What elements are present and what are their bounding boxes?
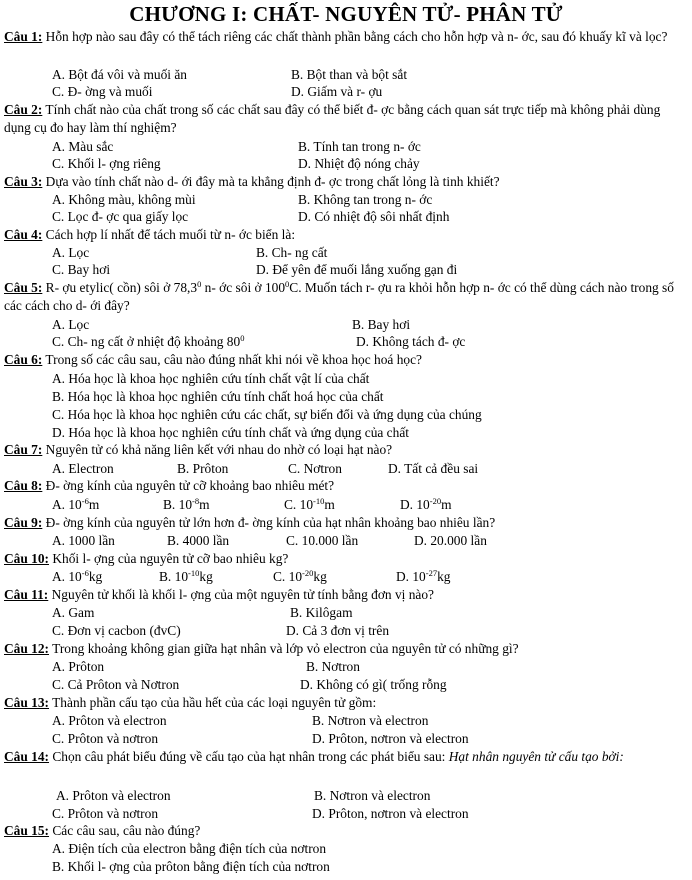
question-label: Câu 5: — [4, 280, 43, 295]
question-4 — [4, 226, 688, 244]
question-10 — [4, 550, 688, 568]
q10-option-d: D. $10^{-27}kg$ — [396, 568, 451, 584]
q5-option-d: D. Không tách đ- ợc — [356, 334, 466, 349]
q4-option-b: B. Ch- ng cất — [256, 245, 328, 260]
q2-option-d: D. Nhiệt độ nóng chảy — [298, 156, 420, 171]
question-8 — [4, 477, 688, 495]
q3-option-b: B. Không tan trong n- ớc — [298, 192, 433, 207]
q7-option-b: B. Prôton — [177, 461, 229, 476]
question-text: Dựa vào tính chất nào d- ới đây mà ta khẳng định đ- ợc trong chất lỏng là tinh khiết? — [42, 174, 500, 189]
q13-option-d: D. Prôton, nơtron và electron — [312, 731, 469, 746]
question-text: Tính chất nào của chất trong số các chất sau đây có thể biết đ- ợc bằng cách quan sát trực tiếp mà không phải dùng dụng cụ đo hay làm thí nghiệm? — [4, 102, 661, 135]
question-text: Chọn câu phát biểu đúng về cấu tạo của hạt nhân trong các phát biểu sau: — [49, 749, 449, 764]
q5-option-b: B. Bay hơi — [352, 317, 411, 332]
q14-option-c: C. Prôton và nơtron — [52, 806, 159, 821]
q14-option-a: A. Prôton và electron — [56, 788, 171, 803]
question-text: Khối l- ợng của nguyên tử cỡ bao nhiêu kg? — [49, 551, 289, 566]
q11-option-b: B. Kilôgam — [290, 605, 353, 620]
q6-option-a: A. Hóa học là khoa học nghiên cứu tính chất vật lí của chất — [52, 371, 370, 386]
question-label: Câu 3: — [4, 174, 43, 189]
q14-option-b: B. Nơtron và electron — [314, 788, 431, 803]
question-text: Trong số các câu sau, câu nào đúng nhất khi nói về khoa học hoá học? — [42, 352, 423, 367]
q12-option-d: D. Không có gì( trống rỗng — [300, 677, 447, 692]
q9-option-a: A. 1000 lần — [52, 533, 115, 548]
question-text: Trong khoảng không gian giữa hạt nhân và lớp vỏ electron của nguyên tử có những gì? — [49, 641, 519, 656]
q8-option-b: B. $10^{-8}m$ — [163, 496, 210, 512]
chapter-title: CHƯƠNG I: CHẤT- NGUYÊN TỬ- PHÂN TỬ — [129, 2, 563, 26]
q8-option-a: A. $10^{-6}m$ — [52, 496, 100, 512]
question-label: Câu 11: — [4, 587, 49, 602]
q12-option-a: A. Prôton — [52, 659, 105, 674]
q11-option-d: D. Cả 3 đơn vị trên — [286, 623, 390, 638]
q6-option-c: C. Hóa học là khoa học nghiên cứu các chất, sự biến đổi và ứng dụng của chúng — [52, 407, 482, 422]
question-text: Nguyên tử có khả năng liên kết với nhau do nhờ có loại hạt nào? — [42, 442, 393, 457]
question-5 — [4, 279, 688, 314]
question-text: Cách hợp lí nhất để tách muối từ n- ớc biển là: — [42, 227, 296, 242]
q2-option-b: B. Tính tan trong n- ớc — [298, 139, 421, 154]
question-text-italic: Hạt nhân nguyên tử cấu tạo bởi: — [448, 749, 624, 764]
question-label: Câu 15: — [4, 823, 50, 838]
question-label: Câu 12: — [4, 641, 50, 656]
question-3 — [4, 173, 688, 191]
q11-option-c: C. Đơn vị cacbon (đvC) — [52, 623, 181, 638]
q3-option-c: C. Lọc đ- ợc qua giấy lọc — [52, 209, 189, 224]
q2-option-c: C. Khối l- ợng riêng — [52, 156, 161, 171]
q7-option-d: D. Tất cả đều sai — [388, 461, 479, 476]
question-label: Câu 2: — [4, 102, 43, 117]
q14-option-d: D. Prôton, nơtron và electron — [312, 806, 469, 821]
q7-option-a: A. Electron — [52, 461, 114, 476]
q5-option-a: A. Lọc — [52, 317, 90, 332]
degree-sup: 0 — [285, 279, 290, 289]
q12-option-c: C. Cả Prôton và Nơtron — [52, 677, 180, 692]
question-label: Câu 1: — [4, 29, 43, 44]
q1-option-d: D. Giấm và r- ợu — [291, 84, 383, 99]
question-text: Đ- ờng kính của nguyên tử lớn hơn đ- ờng kính của hạt nhân khoảng bao nhiêu lần? — [42, 515, 496, 530]
question-6 — [4, 351, 688, 369]
question-text: Hỗn hợp nào sau đây có thể tách riêng các chất thành phần bằng cách cho hỗn hợp và n- ớc, sau đó khuấy kĩ và lọc? — [42, 29, 668, 44]
q4-option-c: C. Bay hơi — [52, 262, 111, 277]
question-13 — [4, 694, 688, 712]
question-9 — [4, 514, 688, 532]
q13-option-a: A. Prôton và electron — [52, 713, 167, 728]
q1-option-c: C. Đ- ờng và muối — [52, 84, 153, 99]
question-text-a: R- ợu etylic( cồn) sôi ở 78,3 — [42, 280, 198, 295]
question-label: Câu 10: — [4, 551, 50, 566]
question-text-c: C. Muốn tách r- ợu ra khỏi hỗn hợp n- ớc có thể dùng cách nào trong số các cách cho d- ới đây? — [4, 280, 674, 313]
degree-sup: 0 — [197, 279, 202, 289]
question-text: Thành phần cấu tạo của hầu hết của các loại nguyên tử gồm: — [49, 695, 377, 710]
question-7 — [4, 441, 688, 459]
q9-option-c: C. 10.000 lần — [286, 533, 359, 548]
q4-option-a: A. Lọc — [52, 245, 90, 260]
question-11 — [4, 586, 688, 604]
question-label: Câu 14: — [4, 749, 50, 764]
question-label: Câu 8: — [4, 478, 43, 493]
question-text-b: n- ớc sôi ở 100 — [201, 280, 286, 295]
question-1 — [4, 28, 688, 46]
q6-option-d: D. Hóa học là khoa học nghiên cứu tính chất và ứng dụng của chất — [52, 425, 409, 440]
question-text: Nguyên tử khối là khối l- ợng của một nguyên tử tính bằng đơn vị nào? — [48, 587, 434, 602]
question-14 — [4, 748, 688, 766]
question-label: Câu 4: — [4, 227, 43, 242]
q10-option-a: A. $10^{-6}kg$ — [52, 568, 103, 584]
q4-option-d: D. Để yên để muối lắng xuống gạn đi — [256, 262, 458, 277]
q2-option-a: A. Màu sắc — [52, 139, 114, 154]
question-text: Đ- ờng kính của nguyên tử cỡ khoảng bao nhiêu mét? — [42, 478, 335, 493]
question-15 — [4, 822, 688, 840]
q3-option-d: D. Có nhiệt độ sôi nhất định — [298, 209, 450, 224]
question-label: Câu 7: — [4, 442, 43, 457]
q9-option-d: D. 20.000 lần — [414, 533, 487, 548]
question-2 — [4, 101, 688, 136]
q9-option-b: B. 4000 lần — [167, 533, 230, 548]
q15-option-a: A. Điện tích của electron bằng điện tích của nơtron — [52, 841, 327, 856]
q11-option-a: A. Gam — [52, 605, 95, 620]
q5-option-c: C. Ch- ng cất ở nhiệt độ khoảng $80^0$ — [52, 333, 245, 349]
question-label: Câu 6: — [4, 352, 43, 367]
q1-option-a: A. Bột đá vôi và muối ăn — [52, 67, 188, 82]
q7-option-c: C. Nơtron — [288, 461, 342, 476]
question-label: Câu 13: — [4, 695, 50, 710]
q12-option-b: B. Nơtron — [306, 659, 360, 674]
q6-option-b: B. Hóa học là khoa học nghiên cứu tính chất hoá học của chất — [52, 389, 384, 404]
question-label: Câu 9: — [4, 515, 43, 530]
q8-option-d: D. $10^{-20}m$ — [400, 496, 452, 512]
q13-option-c: C. Prôton và nơtron — [52, 731, 159, 746]
q8-option-c: C. $10^{-10}m$ — [284, 496, 335, 512]
q15-option-b: B. Khối l- ợng của prôton bằng điện tích của nơtron — [52, 859, 330, 874]
q10-option-c: C. $10^{-20}kg$ — [273, 568, 327, 584]
question-text: Các câu sau, câu nào đúng? — [49, 823, 201, 838]
question-12 — [4, 640, 688, 658]
q10-option-b: B. $10^{-10}kg$ — [159, 568, 213, 584]
q3-option-a: A. Không màu, không mùi — [52, 192, 196, 207]
q13-option-b: B. Nơtron và electron — [312, 713, 429, 728]
q1-option-b: B. Bột than và bột sắt — [291, 67, 408, 82]
